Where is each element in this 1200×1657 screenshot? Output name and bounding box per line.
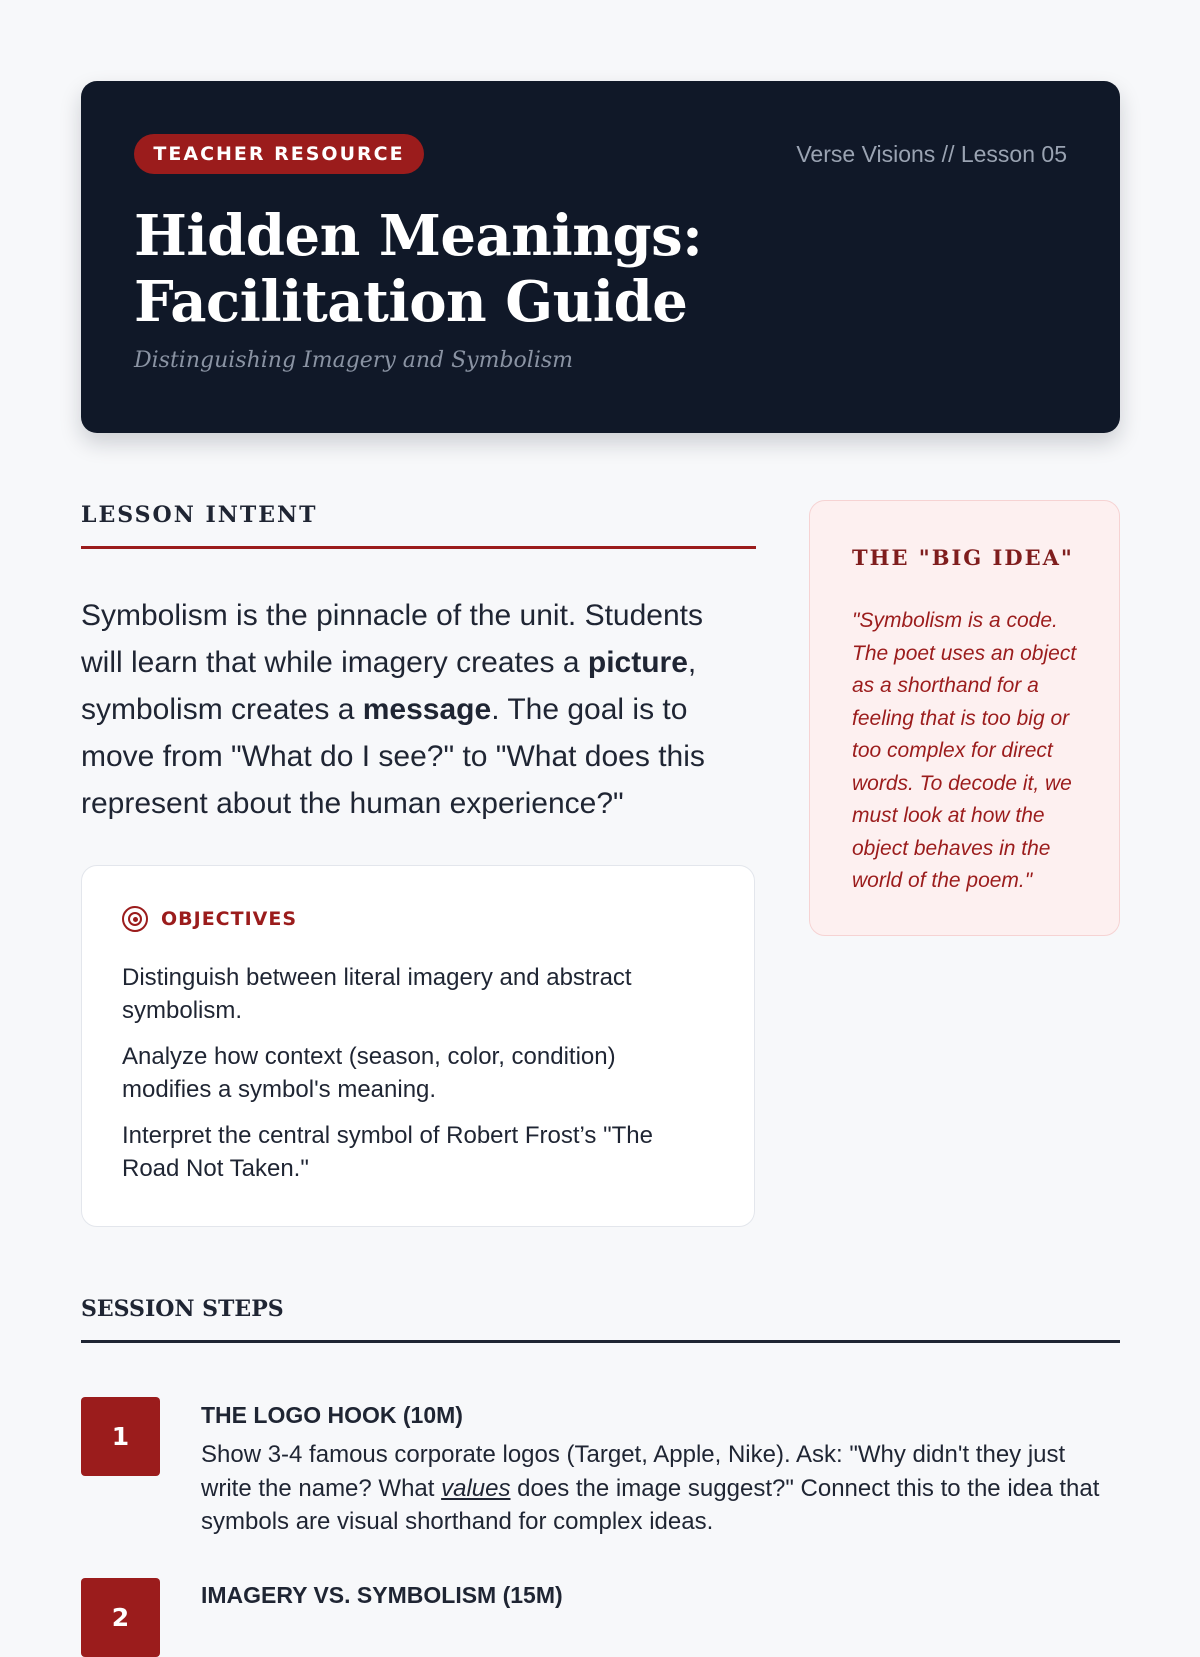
target-icon: [122, 906, 148, 932]
objectives-card: [81, 865, 755, 1227]
page-subtitle: Distinguishing Imagery and Symbolism: [134, 348, 574, 373]
objective-item: Interpret the central symbol of Robert Frost’s "The Road Not Taken.": [122, 1122, 653, 1182]
intent-emphasis-picture: picture: [587, 646, 688, 679]
intent-text-part-3: . The goal is to move from "What do I see?" to "What does this represent about the human experience?": [81, 693, 705, 820]
page-title: Hidden Meanings: Facilitation Guide: [134, 203, 703, 335]
session-steps-divider: [81, 1340, 1120, 1343]
objectives-list: [122, 961, 702, 1198]
lesson-reference: Verse Visions // Lesson 05: [796, 141, 1067, 167]
objectives-header: [122, 906, 297, 932]
teacher-resource-badge: TEACHER RESOURCE: [134, 134, 424, 174]
lesson-intent-text: [81, 592, 751, 827]
big-idea-quote: "Symbolism is a code. The poet uses an object as a shorthand for a feeling that is too big or too complex for direct words. To decode it, we must look at how the object behaves in the world of the poem.": [852, 609, 1077, 892]
big-idea-heading: THE "BIG IDEA": [852, 545, 1074, 570]
step-number-badge: 1: [81, 1397, 160, 1476]
objective-item: Distinguish between literal imagery and abstract symbolism.: [122, 964, 632, 1024]
step-desc-part-2: does the image suggest?" Connect this to the idea that symbols are visual shorthand for complex ideas.: [201, 1474, 1100, 1535]
session-steps-heading: SESSION STEPS: [81, 1296, 284, 1322]
step-number-badge: 2: [81, 1578, 160, 1657]
lesson-intent-heading: LESSON INTENT: [81, 502, 318, 528]
lesson-intent-divider: [81, 546, 756, 549]
intent-emphasis-message: message: [362, 693, 492, 726]
objectives-label: OBJECTIVES: [161, 908, 298, 930]
big-idea-callout: [809, 500, 1120, 936]
step-desc-part-1: Show 3-4 famous corporate logos (Target, Apple, Nike). Ask: "Why didn't they just write the name? What: [201, 1441, 1066, 1502]
objective-item: Analyze how context (season, color, condition) modifies a symbol's meaning.: [122, 1043, 616, 1103]
intent-text-part-1: Symbolism is the pinnacle of the unit. Students will learn that while imagery creates a: [81, 599, 704, 679]
header-banner: [81, 81, 1120, 433]
step-title: IMAGERY VS. SYMBOLISM (15M): [201, 1582, 563, 1608]
step-title: THE LOGO HOOK (10M): [201, 1402, 463, 1428]
step-desc-emphasis: values: [441, 1474, 511, 1502]
intent-text-part-2: , symbolism creates a: [81, 646, 697, 726]
step-description: [201, 1438, 1106, 1539]
